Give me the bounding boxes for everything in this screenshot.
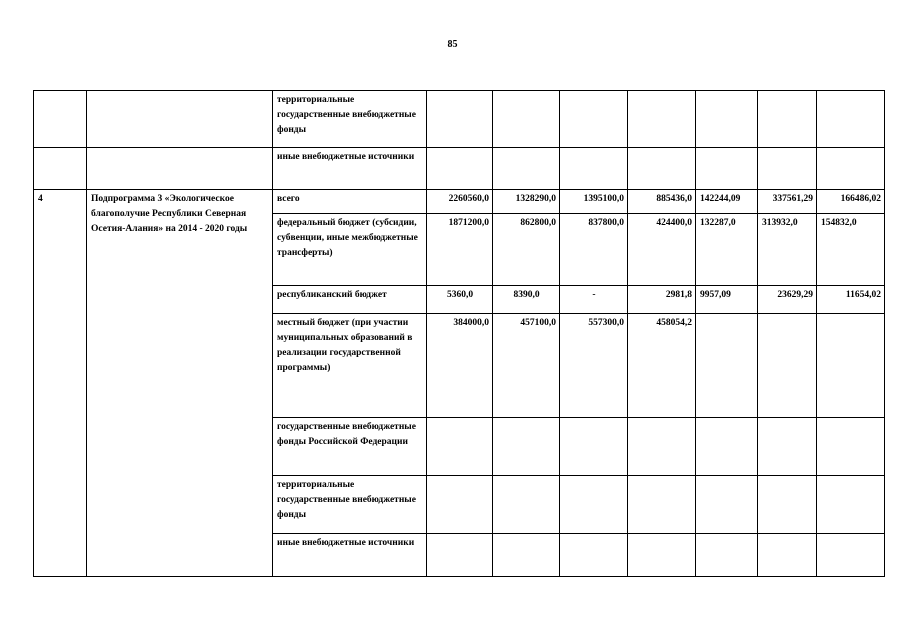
value-cell: 166486,02 [817, 190, 885, 214]
value-cell: 337561,29 [758, 190, 817, 214]
subprogram-index: 4 [34, 190, 87, 577]
value-cell [628, 148, 696, 190]
subprogram-name: Подпрограмма 3 «Экологическое благополучие Республики Северная Осетия-Алания» на 2014 - 2020 годы [87, 190, 273, 577]
value-cell: 313932,0 [758, 214, 817, 286]
value-cell [758, 148, 817, 190]
value-cell [758, 476, 817, 534]
program-cell [87, 91, 273, 148]
table-row [34, 190, 885, 214]
value-cell [758, 534, 817, 577]
value-cell: 2981,8 [628, 286, 696, 314]
value-cell [427, 91, 493, 148]
value-cell [560, 476, 628, 534]
budget-table [33, 90, 885, 577]
value-cell [493, 476, 560, 534]
value-cell: 8390,0 [493, 286, 560, 314]
value-cell [493, 418, 560, 476]
index-cell [34, 148, 87, 190]
value-cell [696, 148, 758, 190]
value-cell: 424400,0 [628, 214, 696, 286]
index-cell [34, 91, 87, 148]
value-cell: 1395100,0 [560, 190, 628, 214]
value-cell [493, 91, 560, 148]
value-cell [758, 314, 817, 418]
value-cell [427, 148, 493, 190]
value-cell [427, 418, 493, 476]
value-cell: - [560, 286, 628, 314]
value-cell [817, 148, 885, 190]
value-cell [427, 534, 493, 577]
value-cell [493, 534, 560, 577]
value-cell: 11654,02 [817, 286, 885, 314]
value-cell [696, 534, 758, 577]
value-cell: 862800,0 [493, 214, 560, 286]
source-label: всего [273, 190, 427, 214]
source-label: иные внебюджетные источники [273, 148, 427, 190]
value-cell: 457100,0 [493, 314, 560, 418]
value-cell [560, 534, 628, 577]
page-number: 85 [447, 39, 458, 50]
value-cell [560, 418, 628, 476]
value-cell [817, 91, 885, 148]
source-label: республиканский бюджет [273, 286, 427, 314]
value-cell: 2260560,0 [427, 190, 493, 214]
value-cell [696, 418, 758, 476]
value-cell: 557300,0 [560, 314, 628, 418]
source-label: территориальные государственные внебюджетные фонды [273, 91, 427, 148]
value-cell: 5360,0 [427, 286, 493, 314]
value-cell: 885436,0 [628, 190, 696, 214]
value-cell [628, 534, 696, 577]
value-cell [696, 314, 758, 418]
value-cell: 1871200,0 [427, 214, 493, 286]
value-cell [758, 418, 817, 476]
value-cell [493, 148, 560, 190]
value-cell [696, 476, 758, 534]
value-cell [628, 418, 696, 476]
value-cell [817, 476, 885, 534]
value-cell [817, 314, 885, 418]
source-label: федеральный бюджет (субсидии, субвенции, иные межбюджетные трансферты) [273, 214, 427, 286]
value-cell: 458054,2 [628, 314, 696, 418]
source-label: территориальные государственные внебюджетные фонды [273, 476, 427, 534]
value-cell: 1328290,0 [493, 190, 560, 214]
value-cell [817, 534, 885, 577]
value-cell [758, 91, 817, 148]
value-cell [817, 418, 885, 476]
source-label: государственные внебюджетные фонды Российской Федерации [273, 418, 427, 476]
value-cell: 23629,29 [758, 286, 817, 314]
value-cell: 142244,09 [696, 190, 758, 214]
program-cell [87, 148, 273, 190]
value-cell: 9957,09 [696, 286, 758, 314]
value-cell [560, 91, 628, 148]
value-cell [427, 476, 493, 534]
source-label: местный бюджет (при участии муниципальных образований в реализации государственной программы) [273, 314, 427, 418]
table-row [34, 91, 885, 148]
value-cell [696, 91, 758, 148]
value-cell: 384000,0 [427, 314, 493, 418]
value-cell: 837800,0 [560, 214, 628, 286]
value-cell [628, 476, 696, 534]
value-cell: 154832,0 [817, 214, 885, 286]
value-cell: 132287,0 [696, 214, 758, 286]
value-cell [560, 148, 628, 190]
value-cell [628, 91, 696, 148]
table-row [34, 148, 885, 190]
source-label: иные внебюджетные источники [273, 534, 427, 577]
